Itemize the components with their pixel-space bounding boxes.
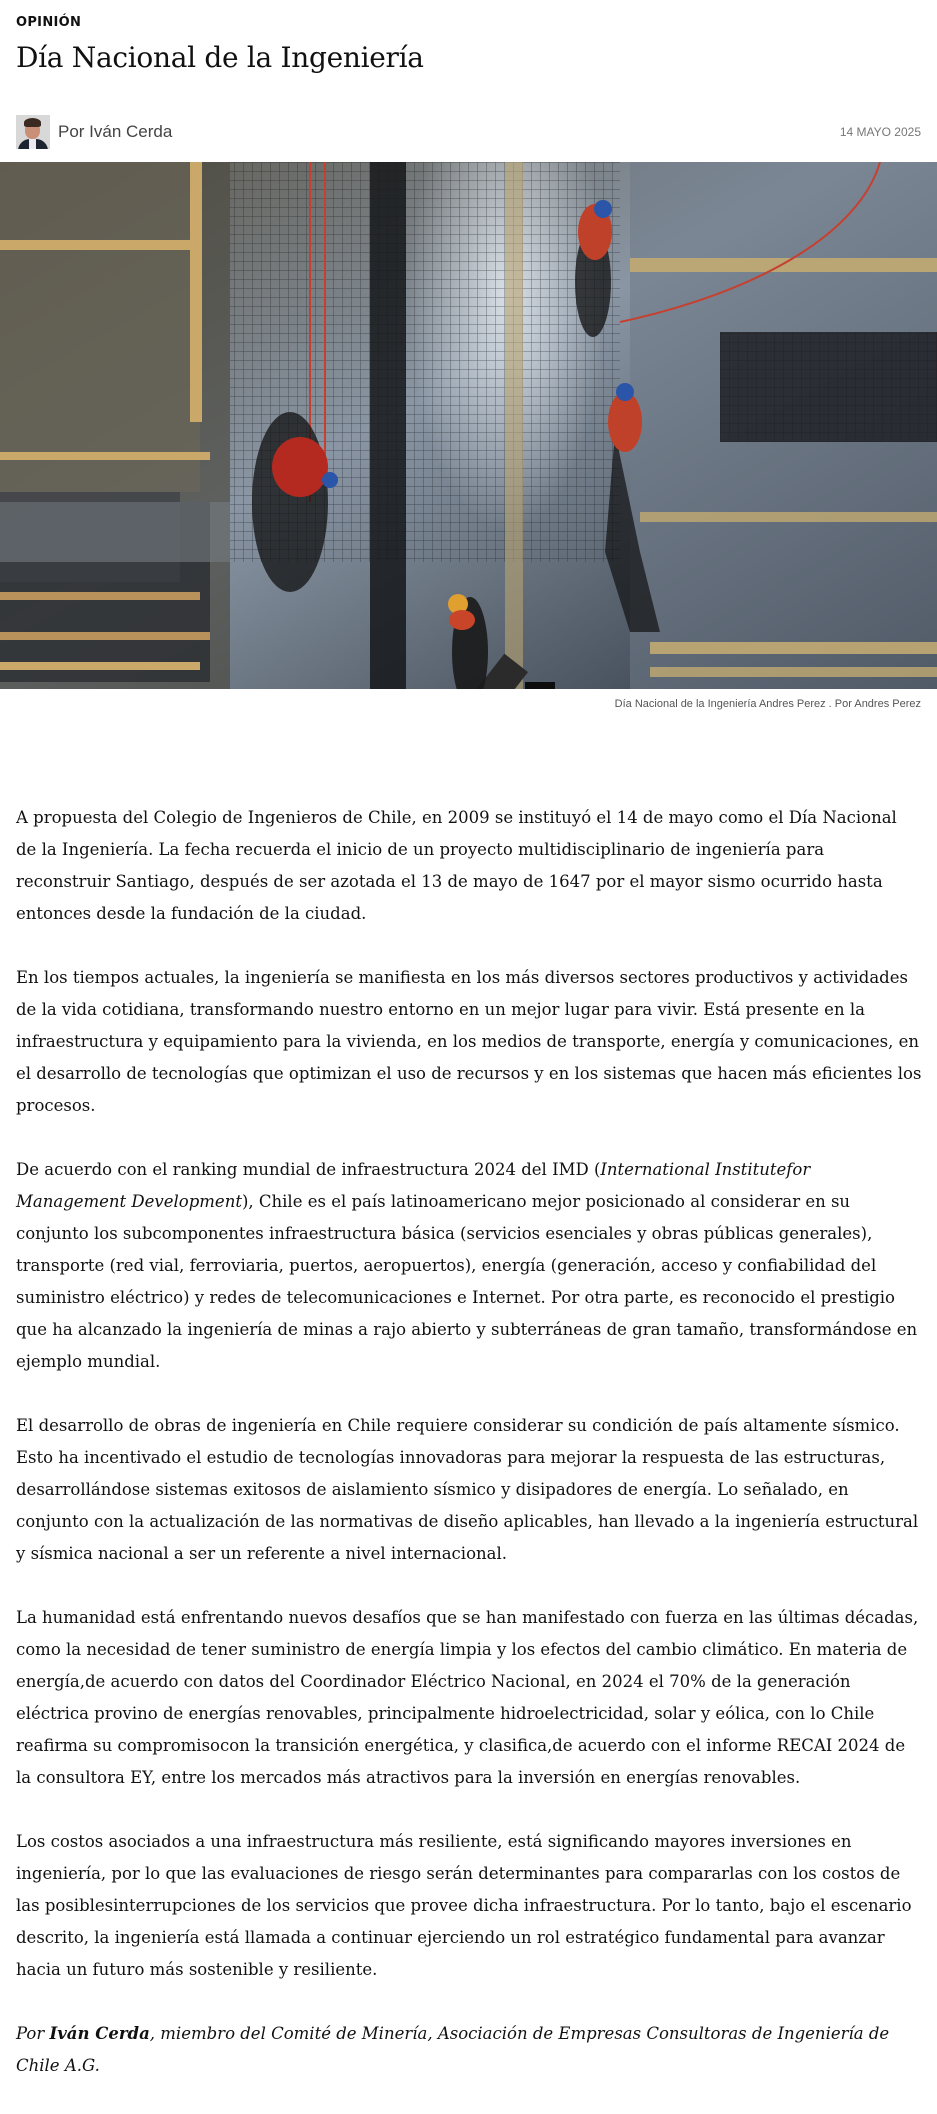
paragraph: A propuesta del Colegio de Ingenieros de Chile, en 2009 se instituyó el 14 de mayo como el Día Nacional de la Ingeniería. La fecha recuerda el inicio de un proyecto multidisciplinario de ingeniería para reconstruir Santiago, después de ser azotada el 13 de mayo de 1647 por el mayor sismo ocurrido hasta entonces desde la fundación de la ciudad. bbox=[16, 808, 897, 923]
paragraph: La humanidad está enfrentando nuevos desafíos que se han manifestado con fuerza en las últimas décadas, como la necesidad de tener suministro de energía limpia y los efectos del cambio climático. En materia de energía,de acuerdo con datos del Coordinador Eléctrico Nacional, en 2024 el 70% de la generación eléctrica provino de energías renovables, principalmente hidroelectricidad, solar y eólica, con lo Chile reafirma su compromisocon la transición energética, y clasifica,de acuerdo con el informe RECAI 2024 de la consultora EY, entre los mercados más atractivos para la inversión en energías renovables. bbox=[16, 1608, 919, 1787]
publish-date: 14 MAYO 2025 bbox=[839, 125, 921, 139]
author-signature: Por Iván Cerda, miembro del Comité de Minería, Asociación de Empresas Consultoras de Ingeniería de Chile A.G. bbox=[16, 2024, 890, 2075]
paragraph: El desarrollo de obras de ingeniería en Chile requiere considerar su condición de país altamente sísmico. Esto ha incentivado el estudio de tecnologías innovadoras para mejorar la respuesta de las estructuras, desarrollándose sistemas exitosos de aislamiento sísmico y disipadores de energía. Lo señalado, en conjunto con la actualización de las normativas de diseño aplicables, han llevado a la ingeniería estructural y sísmica nacional a ser un referente a nivel internacional. bbox=[16, 1416, 919, 1563]
author-name[interactable]: Por Iván Cerda bbox=[58, 122, 173, 141]
construction-photo bbox=[0, 162, 937, 689]
worker-figure bbox=[575, 200, 612, 337]
byline bbox=[16, 115, 172, 149]
paragraph: De acuerdo con el ranking mundial de infraestructura 2024 del IMD (International Institutefor Management Development), Chile es el país latinoamericano mejor posicionado al considerar en su conjunto los subcomponentes infraestructura básica (servicios esenciales y obras públicas generales), transporte (red vial, ferroviaria, puertos, aeropuertos), energía (generación, acceso y confiabilidad del suministro eléctrico) y redes de telecomunicaciones e Internet. Por otra parte, es reconocido el prestigio que ha alcanzado la ingeniería de minas a rajo abierto y subterráneas de gran tamaño, transformándose en ejemplo mundial. bbox=[16, 1160, 918, 1371]
imd-name: International Institutefor Management Development bbox=[16, 1160, 811, 1211]
article-body bbox=[16, 802, 922, 2114]
signature-name: Iván Cerda bbox=[49, 2024, 150, 2043]
paragraph: Los costos asociados a una infraestructura más resiliente, está significando mayores inversiones en ingeniería, por lo que las evaluaciones de riesgo serán determinantes para compararlas con los costos de las posiblesinterrupciones de los servicios que provee dicha infraestructura. Por lo tanto, bajo el escenario descrito, la ingeniería está llamada a continuar ejerciendo un rol estratégico fundamental para avanzar hacia un futuro más sostenible y resiliente. bbox=[16, 1832, 912, 1979]
image-caption: Día Nacional de la Ingeniería Andres Perez . Por Andres Perez bbox=[614, 698, 921, 710]
author-avatar[interactable] bbox=[16, 115, 50, 149]
section-label[interactable]: OPINIÓN bbox=[16, 15, 82, 30]
hero-image bbox=[0, 162, 937, 689]
article-title: Día Nacional de la Ingeniería bbox=[16, 41, 424, 74]
paragraph: En los tiempos actuales, la ingeniería se manifiesta en los más diversos sectores productivos y actividades de la vida cotidiana, transformando nuestro entorno en un mejor lugar para vivir. Está presente en la infraestructura y equipamiento para la vivienda, en los medios de transporte, energía y comunicaciones, en el desarrollo de tecnologías que optimizan el uso de recursos y en los sistemas que hacen más eficientes los procesos. bbox=[16, 968, 922, 1115]
